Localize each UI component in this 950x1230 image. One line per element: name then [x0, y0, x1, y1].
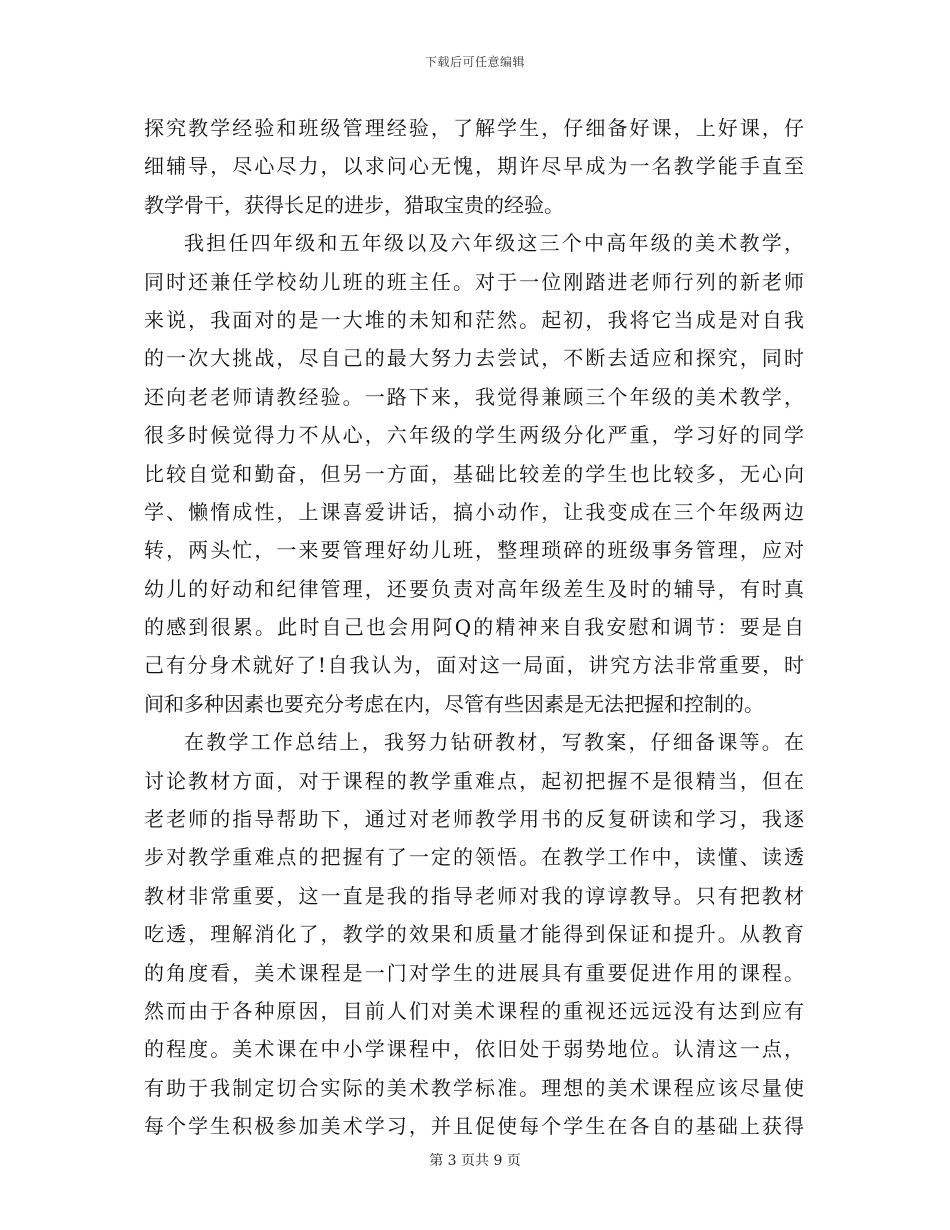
- text-line: 比较自觉和勤奋，但另一方面，基础比较差的学生也比较多，无心向: [144, 461, 804, 486]
- text-line: 的角度看，美术课程是一门对学生的进展具有重要促进作用的课程。: [144, 960, 804, 985]
- text-line: 教学骨干，获得长足的进步，猎取宝贵的经验。: [144, 192, 564, 217]
- text-line: 的一次大挑战，尽自己的最大努力去尝试，不断去适应和探究，同时: [144, 346, 804, 371]
- text-line: 每个学生积极参加美术学习，并且促使每个学生在各自的基础上获得: [144, 1114, 804, 1139]
- text-line: 有助于我制定切合实际的美术教学标准。理想的美术课程应该尽量使: [144, 1075, 804, 1100]
- text-line: 然而由于各种原因，目前人们对美术课程的重视还远远没有达到应有: [144, 998, 804, 1023]
- text-line: 间和多种因素也要充分考虑在内，尽管有些因素是无法把握和控制的。: [144, 691, 764, 716]
- page-header: 下载后可任意编辑: [424, 55, 525, 69]
- paragraph: [144, 224, 804, 723]
- text-line: 讨论教材方面，对于课程的教学重难点，起初把握不是很精当，但在: [144, 768, 804, 793]
- text-line: 教材非常重要，这一直是我的指导老师对我的谆谆教导。只有把教材: [144, 883, 804, 908]
- text-line: 老老师的指导帮助下，通过对老师教学用书的反复研读和学习，我逐: [144, 807, 804, 832]
- text-line: 学、懒惰成性，上课喜爱讲话，搞小动作，让我变成在三个年级两边: [144, 499, 804, 524]
- paragraph: [144, 723, 804, 1145]
- text-line: 的程度。美术课在中小学课程中，依旧处于弱势地位。认清这一点，: [144, 1037, 804, 1062]
- text-line: 探究教学经验和班级管理经验，了解学生，仔细备好课，上好课，仔: [144, 116, 804, 140]
- text-line: 己有分身术就好了!自我认为，面对这一局面，讲究方法非常重要，时: [144, 653, 804, 678]
- text-line: 我担任四年级和五年级以及六年级这三个中高年级的美术教学，: [184, 231, 804, 256]
- page-number: 第 3 页共 9 页: [429, 1153, 521, 1169]
- text-line: 的感到很累。此时自己也会用阿Q的精神来自我安慰和调节：要是自: [144, 615, 804, 640]
- text-line: 很多时候觉得力不从心，六年级的学生两级分化严重，学习好的同学: [144, 423, 804, 448]
- text-line: 吃透，理解消化了，教学的效果和质量才能得到保证和提升。从教育: [144, 922, 804, 947]
- paragraph: [144, 109, 804, 224]
- text-line: 还向老老师请教经验。一路下来，我觉得兼顾三个年级的美术教学，: [144, 384, 804, 409]
- text-line: 来说，我面对的是一大堆的未知和茫然。起初，我将它当成是对自我: [144, 307, 804, 332]
- text-line: 幼儿的好动和纪律管理，还要负责对高年级差生及时的辅导，有时真: [144, 576, 804, 601]
- text-line: 细辅导，尽心尽力，以求问心无愧，期许尽早成为一名教学能手直至: [144, 154, 804, 179]
- document-body: [144, 109, 804, 1146]
- text-line: 步对教学重难点的把握有了一定的领悟。在教学工作中，读懂、读透: [144, 845, 804, 870]
- text-line: 同时还兼任学校幼儿班的班主任。对于一位刚踏进老师行列的新老师: [144, 269, 804, 294]
- text-line: 在教学工作总结上，我努力钻研教材，写教案，仔细备课等。在: [184, 730, 804, 755]
- text-line: 转，两头忙，一来要管理好幼儿班，整理琐碎的班级事务管理，应对: [144, 538, 804, 563]
